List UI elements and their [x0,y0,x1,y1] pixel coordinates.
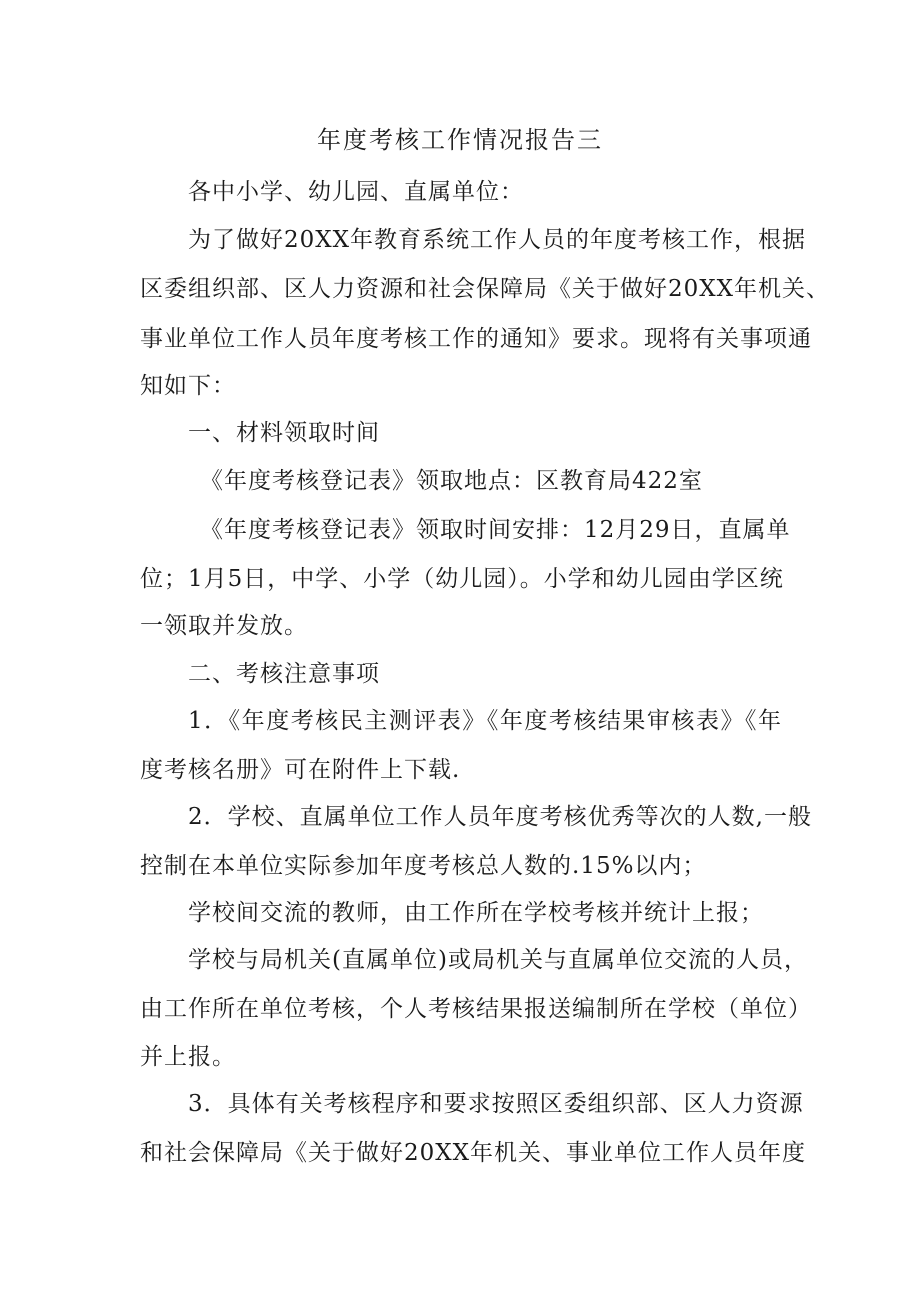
document-title: 年度考核工作情况报告三 [317,126,603,154]
body-line: 区委组织部、区人力资源和社会保障局《关于做好20XX年机关、 [140,276,831,302]
body-line: 为了做好20XX年教育系统工作人员的年度考核工作，根据 [188,227,807,253]
body-line: 2．学校、直属单位工作人员年度考核优秀等次的人数,一般 [188,804,812,830]
body-line: 度考核名册》可在附件上下载. [140,757,461,783]
body-line: 并上报。 [140,1044,236,1070]
body-line: 知如下： [140,373,236,399]
body-line: 3．具体有关考核程序和要求按照区委组织部、区人力资源 [188,1091,804,1117]
section-heading: 一、材料领取时间 [188,420,380,446]
body-line: 位；1月5日，中学、小学（幼儿园）。小学和幼儿园由学区统 [140,566,784,592]
body-line: 事业单位工作人员年度考核工作的通知》要求。现将有关事项通 [140,326,812,352]
section-heading: 二、考核注意事项 [188,661,380,687]
body-line: 由工作所在单位考核，个人考核结果报送编制所在学校（单位） [140,996,812,1022]
body-line: 《年度考核登记表》领取地点：区教育局422室 [200,468,703,494]
salutation: 各中小学、幼儿园、直属单位： [188,179,524,205]
body-line: 学校间交流的教师，由工作所在学校考核并统计上报； [188,900,764,926]
body-line: 和社会保障局《关于做好20XX年机关、事业单位工作人员年度 [140,1140,807,1166]
body-line: 学校与局机关(直属单位)或局机关与直属单位交流的人员， [188,947,808,973]
body-line: 《年度考核登记表》领取时间安排：12月29日，直属单 [200,517,791,543]
body-line: 一领取并发放。 [140,613,308,639]
body-line: 1．《年度考核民主测评表》《年度考核结果审核表》《年 [188,708,782,734]
body-line: 控制在本单位实际参加年度考核总人数的.15%以内； [140,853,707,879]
